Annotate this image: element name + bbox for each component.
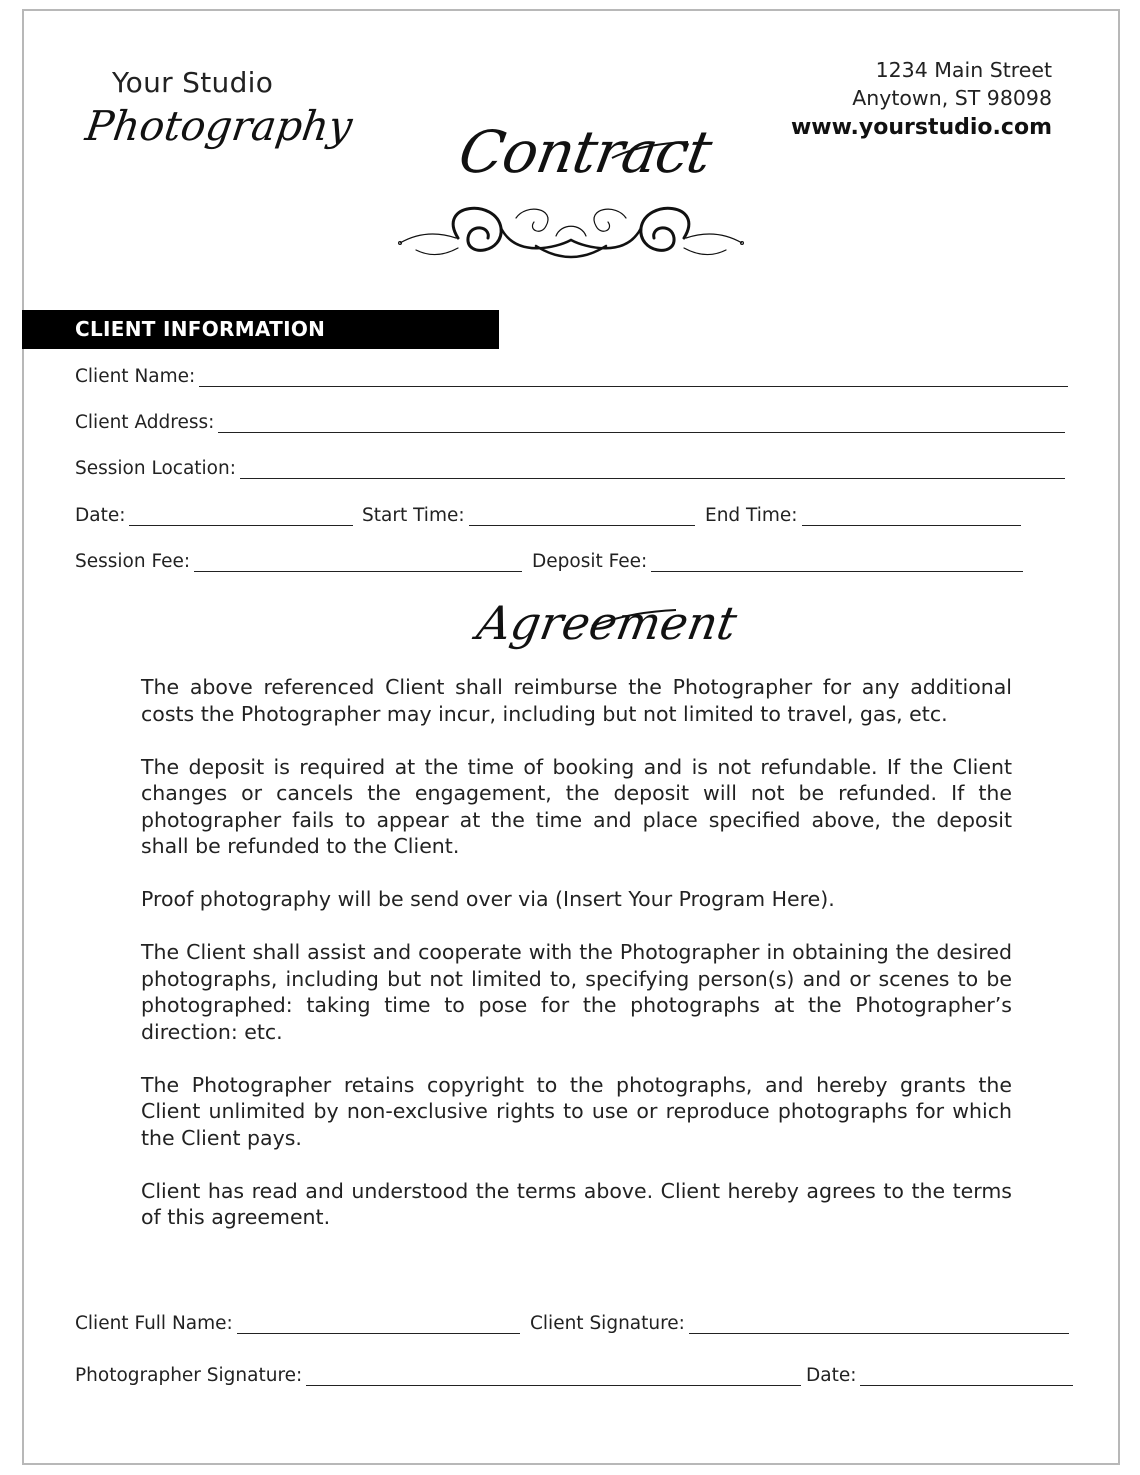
date-field[interactable] <box>129 505 353 526</box>
client-full-name-label: Client Full Name: <box>75 1313 233 1334</box>
session-fee-field[interactable] <box>194 551 522 572</box>
photographer-signature-field[interactable] <box>306 1365 801 1386</box>
session-fee-row <box>75 551 522 572</box>
agreement-paragraph: Client has read and understood the terms above. Client hereby agrees to the terms of this agreement. <box>141 1178 1012 1229</box>
agreement-paragraph: The Photographer retains copyright to the photographs, and hereby grants the Client unlimited by non-exclusive rights to use or reproduce photographs for which the Client pays. <box>141 1072 1012 1150</box>
agreement-paragraph: The above referenced Client shall reimburse the Photographer for any additional costs the Photographer may incur, including but not limited to travel, gas, etc. <box>141 675 1012 726</box>
client-signature-field[interactable] <box>689 1313 1069 1334</box>
session-fee-label: Session Fee: <box>75 551 191 572</box>
deposit-fee-label: Deposit Fee: <box>532 551 648 572</box>
logo-photography-script: Photography <box>82 102 356 150</box>
end-time-row <box>705 505 1021 526</box>
start-time-field[interactable] <box>469 505 695 526</box>
client-signature-row <box>530 1313 1069 1334</box>
photographer-signature-label: Photographer Signature: <box>75 1365 303 1386</box>
client-name-row <box>75 366 1068 387</box>
client-full-name-row <box>75 1313 520 1334</box>
logo-studio-text: Your Studio <box>112 66 274 99</box>
agreement-paragraph: The deposit is required at the time of booking and is not refundable. If the Client changes or cancels the engagement, the deposit will not be refunded. If the photographer fails to appear at the time and place specified above, the deposit shall be refunded to the Client. <box>141 754 1012 858</box>
start-time-label: Start Time: <box>362 505 465 526</box>
client-address-field[interactable] <box>218 412 1065 433</box>
start-time-row <box>362 505 695 526</box>
client-information-header: CLIENT INFORMATION <box>22 310 499 349</box>
agreement-flourish-icon <box>590 604 680 634</box>
agreement-title: Agreement <box>473 596 741 650</box>
contract-title: Contract <box>454 118 717 186</box>
client-name-label: Client Name: <box>75 366 196 387</box>
deposit-fee-row <box>532 551 1023 572</box>
agreement-paragraph: Proof photography will be send over via (Insert Your Program Here). <box>141 887 835 911</box>
client-address-label: Client Address: <box>75 412 215 433</box>
client-name-field[interactable] <box>199 366 1068 387</box>
session-location-label: Session Location: <box>75 458 236 479</box>
agreement-paragraph: The Client shall assist and cooperate with the Photographer in obtaining the desired photographs, including but not limited to, specifying person(s) and or scenes to be photographed: taking time to pose for the photographs at the Photographer’s direction: etc. <box>141 940 1012 1044</box>
signature-date-label: Date: <box>806 1365 857 1386</box>
client-full-name-field[interactable] <box>237 1313 520 1334</box>
title-flourish-icon <box>610 138 690 168</box>
address-city: Anytown, ST 98098 <box>852 86 1052 110</box>
session-location-row <box>75 458 1065 479</box>
end-time-label: End Time: <box>705 505 798 526</box>
studio-address <box>791 56 1052 142</box>
date-row <box>75 505 353 526</box>
client-address-row <box>75 412 1065 433</box>
photographer-signature-row <box>75 1365 801 1386</box>
deposit-fee-field[interactable] <box>651 551 1023 572</box>
signature-date-field[interactable] <box>860 1365 1073 1386</box>
end-time-field[interactable] <box>802 505 1021 526</box>
signature-date-row <box>806 1365 1073 1386</box>
client-signature-label: Client Signature: <box>530 1313 685 1334</box>
ornament-divider-icon <box>396 198 746 273</box>
agreement-body <box>141 674 1012 1257</box>
address-street: 1234 Main Street <box>875 58 1052 82</box>
session-location-field[interactable] <box>240 458 1065 479</box>
date-label: Date: <box>75 505 126 526</box>
website-link[interactable]: www.yourstudio.com <box>790 115 1052 140</box>
